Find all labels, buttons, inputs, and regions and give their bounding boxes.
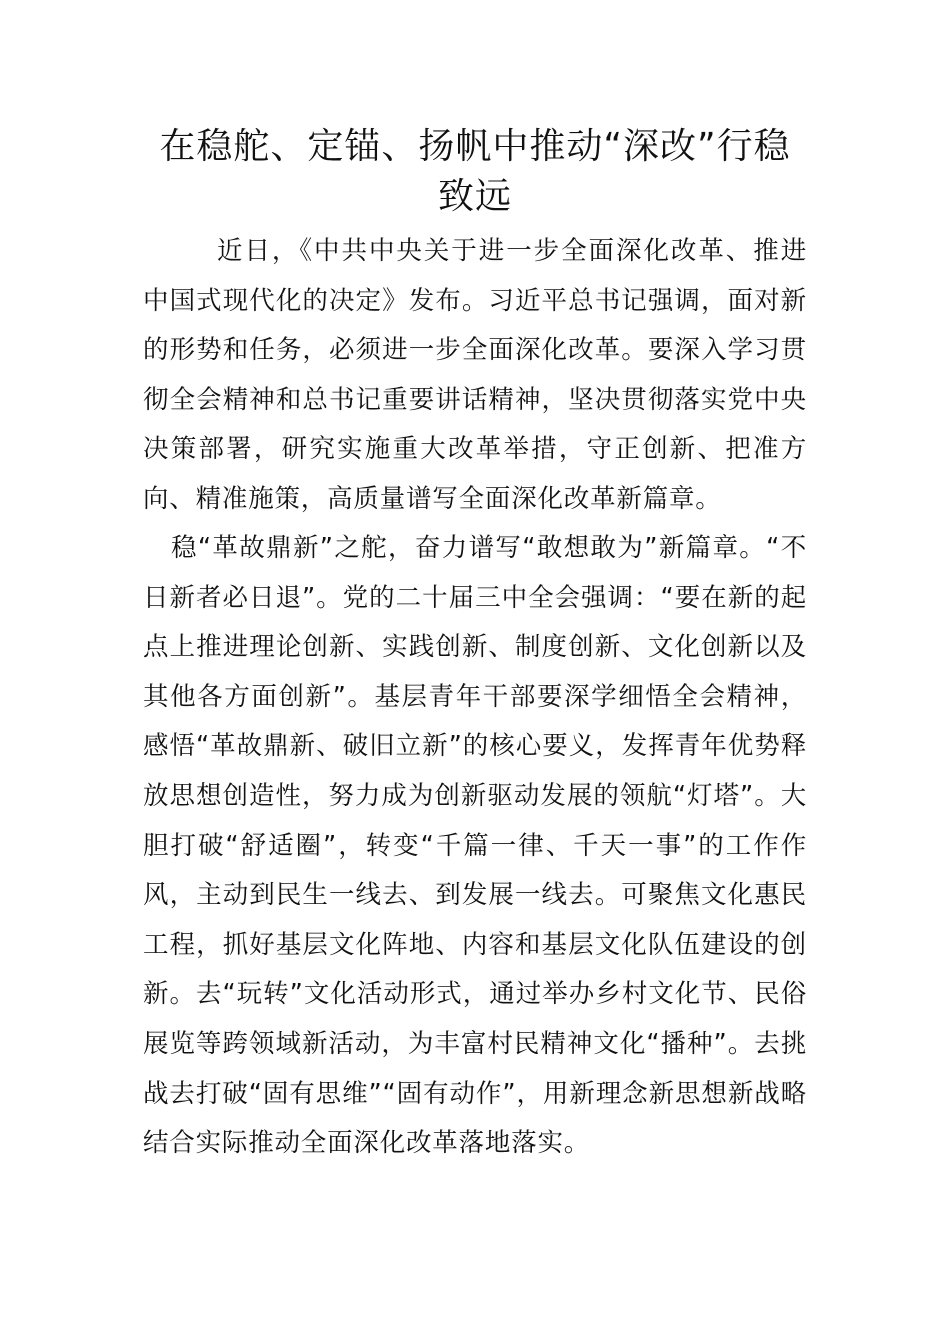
paragraph-intro: 近日，《中共中央关于进一步全面深化改革、推进中国式现代化的决定》发布。习近平总书记强调，面对新的形势和任务，必须进一步全面深化改革。要深入学习贯彻全会精神和总书记重要讲话精神，坚决贯彻落实党中央决策部署，研究实施重大改革举措，守正创新、把准方向、精准施策，高质量谱写全面深化改革新篇章。 — [143, 236, 807, 514]
paragraph-body: 稳“革故鼎新”之舵，奋力谱写“敢想敢为”新篇章。“不日新者必日退”。党的二十届三中全会强调：“要在新的起点上推进理论创新、实践创新、制度创新、文化创新以及其他各方面创新”。基层青年干部要深学细悟全会精神，感悟“革故鼎新、破旧立新”的核心要义，发挥青年优势释放思想创造性，努力成为创新驱动发展的领航“灯塔”。大胆打破“舒适圈”，转变“千篇一律、千天一事”的工作作风，主动到民生一线去、到发展一线去。可聚焦文化惠民工程，抓好基层文化阵地、内容和基层文化队伍建设的创新。去“玩转”文化活动形式，通过举办乡村文化节、民俗展览等跨领域新活动，为丰富村民精神文化“播种”。去挑战去打破“固有思维”“固有动作”，用新理念新思想新战略结合实际推动全面深化改革落地落实。 — [143, 533, 807, 1159]
document-title: 在稳舵、定锚、扬帆中推动“深改”行稳致远 — [159, 126, 791, 217]
